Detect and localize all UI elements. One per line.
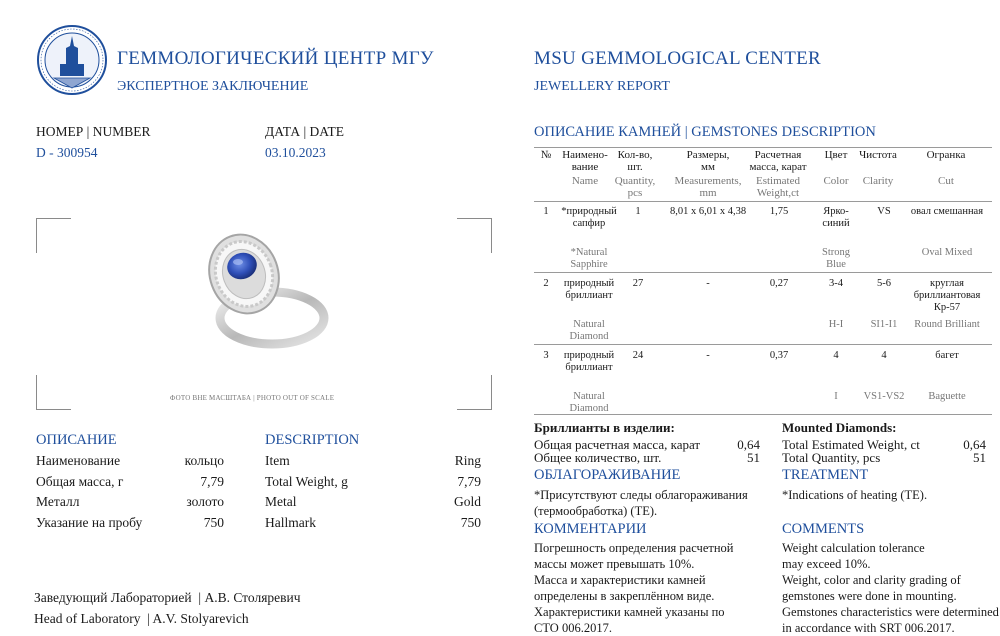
col-name-header: Наимено- вание [562, 149, 608, 173]
description-en-row: Hallmark 750 [265, 514, 481, 530]
row3-no: 3 [543, 350, 549, 361]
row1-color-en: Strong Blue [821, 247, 850, 270]
description-en-row: Total Weight, g 7,79 [265, 473, 481, 489]
gemstones-title: ОПИСАНИЕ КАМНЕЙ | GEMSTONES DESCRIPTION [534, 124, 876, 140]
header-subtitle-en: JEWELLERY REPORT [534, 79, 670, 94]
description-ru-row: Общая масса, г 7,79 [36, 473, 224, 489]
row3-color-en: I [834, 391, 838, 402]
row1-name-en: *Natural Sapphire [570, 247, 608, 270]
treatment-en-title: TREATMENT [782, 467, 869, 483]
col-color-header-en: Color [823, 175, 849, 187]
row1-color: Ярко- синий [822, 206, 850, 229]
row2-name-en: Natural Diamond [569, 319, 609, 342]
date-label: ДАТА | DATE [265, 124, 345, 139]
col-qty-header-en: Quantity, pcs [614, 175, 656, 199]
row3-name: природный бриллиант [563, 350, 615, 373]
row1-size: 8,01 x 6,01 x 4,38 [669, 206, 747, 217]
row3-clarity-en: VS1-VS2 [863, 391, 905, 402]
row3-qty: 24 [632, 350, 644, 361]
mounted-ru-title: Бриллианты в изделии: [534, 420, 675, 435]
description-en-row: Metal Gold [265, 494, 481, 509]
header-title-en: MSU GEMMOLOGICAL CENTER [534, 48, 821, 69]
row3-cut-en: Baguette [928, 391, 966, 402]
col-cut-header: Огранка [926, 149, 966, 161]
row2-size: - [706, 278, 710, 289]
description-ru-row: Указание на пробу 750 [36, 514, 224, 530]
col-color-header: Цвет [824, 149, 848, 161]
treatment-ru-title: ОБЛАГОРАЖИВАНИЕ [534, 467, 681, 483]
col-size-header: Размеры, мм [686, 149, 730, 173]
number-label: НОМЕР | NUMBER [36, 124, 151, 139]
row3-weight: 0,37 [769, 350, 789, 361]
date-value: 03.10.2023 [265, 145, 326, 160]
row2-clarity-en: SI1-I1 [870, 319, 898, 330]
mounted-en-block: Total Estimated Weight, ct 0,64 Total Quantity, pcs 51 [782, 437, 986, 465]
treatment-ru-text: *Присутствуют следы облагораживания (термообработка) (ТЕ). [534, 488, 748, 518]
comments-en-title: COMMENTS [782, 521, 865, 537]
description-ru-list [36, 453, 224, 535]
header-subtitle-ru: ЭКСПЕРТНОЕ ЗАКЛЮЧЕНИЕ [117, 79, 309, 94]
signature-line-ru: Заведующий Лабораторией | А.В. Столяревич [34, 590, 301, 605]
col-cut-header-en: Cut [938, 175, 954, 187]
col-clarity-header-en: Clarity [862, 175, 894, 187]
comments-ru-text: Погрешность определения расчетной массы может превышать 10%. Масса и характеристики камней определены в закреплённом виде. Характеристики камней указаны по СТО 006.2017. [534, 541, 734, 635]
row1-cut-en: Oval Mixed [921, 247, 973, 258]
row3-name-en: Natural Diamond [569, 391, 609, 414]
row3-color: 4 [833, 350, 839, 361]
row2-qty: 27 [632, 278, 644, 289]
row2-cut: круглая бриллиантовая Кр-57 [913, 278, 981, 313]
mounted-ru-block: Общая расчетная масса, карат 0,64 Общее количество, шт. 51 [534, 437, 760, 465]
description-en-row: Item Ring [265, 453, 481, 468]
row1-qty: 1 [635, 206, 641, 217]
row2-clarity: 5-6 [877, 278, 891, 289]
comments-ru-title: КОММЕНТАРИИ [534, 521, 647, 537]
row2-weight: 0,27 [769, 278, 789, 289]
row1-cut: овал смешанная [910, 206, 984, 217]
row3-size: - [706, 350, 710, 361]
col-qty-header: Кол-во, шт. [617, 149, 653, 173]
col-clarity-header: Чистота [859, 149, 897, 161]
signature-line-en: Head of Laboratory | A.V. Stolyarevich [34, 611, 249, 626]
photo-frame [36, 218, 492, 410]
row3-cut: багет [935, 350, 959, 361]
row1-weight: 1,75 [769, 206, 789, 217]
description-ru-row: Металл золото [36, 494, 224, 509]
row2-cut-en: Round Brilliant [914, 319, 980, 330]
treatment-en-text: *Indications of heating (TE). [782, 488, 928, 502]
row1-clarity: VS [877, 206, 891, 217]
row1-name: *природный сапфир [561, 206, 617, 229]
row2-color-en: H-I [828, 319, 844, 330]
row1-no: 1 [543, 206, 549, 217]
msu-logo [36, 24, 108, 96]
description-en-list [265, 453, 481, 535]
row2-no: 2 [543, 278, 549, 289]
comments-en-text: Weight calculation tolerance may exceed 10%. Weight, color and clarity grading of gemstones were done in mounting. Gemstones characteristics were determined in accordance with SRT 006.2017. [782, 541, 999, 635]
row3-clarity: 4 [881, 350, 887, 361]
row2-color: 3-4 [829, 278, 843, 289]
description-en-title: DESCRIPTION [265, 432, 360, 448]
col-no-header: № [540, 149, 552, 161]
ring-photo [192, 226, 332, 356]
col-size-header-en: Measurements, mm [674, 175, 742, 199]
photo-caption: ФОТО ВНЕ МАСШТАБА | PHOTO OUT OF SCALE [169, 394, 335, 402]
col-weight-header: Расчетная масса, карат [749, 149, 807, 173]
col-weight-header-en: Estimated Weight,ct [756, 175, 800, 199]
col-name-header-en: Name [571, 175, 599, 187]
description-ru-row: Наименование кольцо [36, 453, 224, 468]
description-ru-title: ОПИСАНИЕ [36, 432, 117, 448]
mounted-en-title: Mounted Diamonds: [782, 420, 897, 435]
header-title-ru: ГЕММОЛОГИЧЕСКИЙ ЦЕНТР МГУ [117, 48, 434, 69]
row2-name: природный бриллиант [563, 278, 615, 301]
number-value: D - 300954 [36, 145, 98, 160]
